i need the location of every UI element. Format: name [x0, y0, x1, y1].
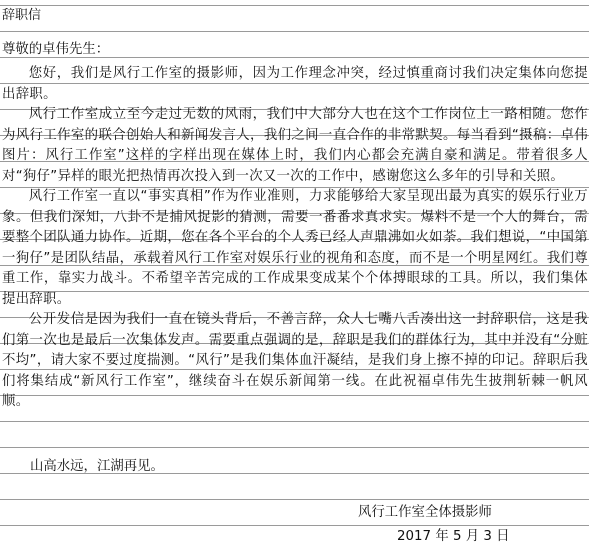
letter-paragraph-2: 风行工作室成立至今走过无数的风雨，我们中大部分人也在这个工作岗位上一路相随。您作为风行工作室的联合创始人和新闻发言人，我们之间一直合作的非常默契。每当看到“摄稿：卓伟 图片：风行工作室”这样的字样出现在媒体上时，我们内心都会充满自豪和满足。带着很多人对“狗仔”异样的眼光把热情再次投入到一次又一次的工作中，感谢您这么多年的引导和关照。	[2, 107, 588, 184]
letter-body	[2, 64, 588, 413]
letter-title: 辞职信	[2, 8, 42, 23]
letter-paragraph-4: 公开发信是因为我们一直在镜头背后，不善言辞，众人七嘴八舌凑出这一封辞职信，这是我们第一次也是最后一次集体发声。需要重点强调的是，辞职是我们的群体行为，其中并没有“分赃不均”，请大家不要过度揣测。“风行”是我们集体血汗凝结，是我们身上擦不掉的印记。辞职后我们将集结成“新风行工作室”，继续奋斗在娱乐新闻第一线。在此祝福卓伟先生披荆斩棘一帆风顺。	[2, 312, 588, 409]
letter-paragraph-1: 您好，我们是风行工作室的摄影师，因为工作理念冲突，经过慎重商讨我们决定集体向您提出辞职。	[2, 66, 588, 102]
letter-date: 2017 年 5 月 3 日	[397, 529, 510, 544]
letter-signature: 风行工作室全体摄影师	[358, 505, 492, 520]
letter-closing: 山高水远，江湖再见。	[30, 459, 164, 474]
letter-salutation: 尊敬的卓伟先生：	[2, 42, 110, 57]
letter-paragraph-3: 风行工作室一直以“事实真相”作为作业准则，力求能够给大家呈现出最为真实的娱乐行业万象。但我们深知，八卦不是捕风捉影的猜测，需要一番番求真求实。爆料不是一个人的舞台，需要整个团队通力协作。近期，您在各个平台的个人秀已经人声鼎沸如火如荼。我们想说，“中国第一狗仔”是团队结晶，承载着风行工作室对娱乐行业的视角和态度，而不是一个明星网红。我们尊重工作，靠实力战斗。不希望辛苦完成的工作成果变成某个个体搏眼球的工具。所以，我们集体提出辞职。	[2, 189, 588, 307]
